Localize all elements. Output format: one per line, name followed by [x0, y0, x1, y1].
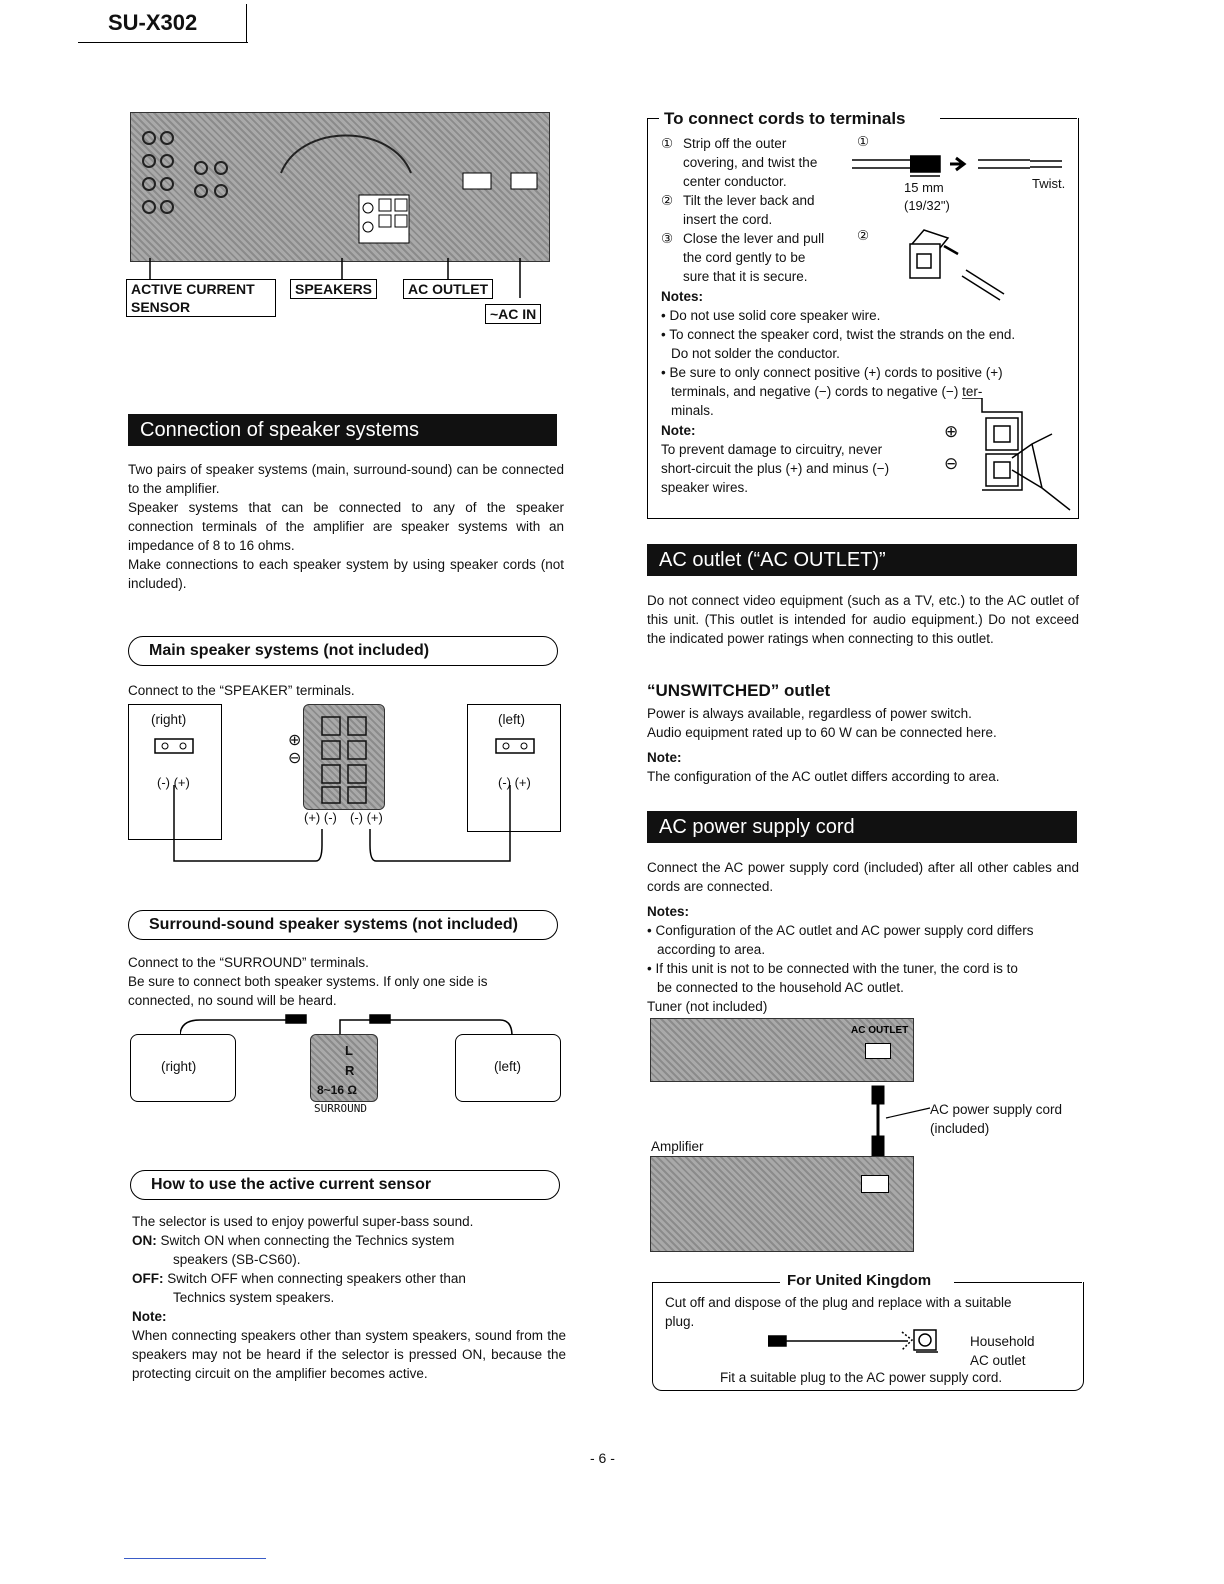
speaker-terminal-icon: [494, 737, 538, 767]
note-item: Do not solder the conductor.: [671, 346, 840, 361]
polarity-label: (-) (+): [350, 810, 383, 825]
tuner-outlet-label: AC OUTLET: [851, 1025, 909, 1036]
cords-heading: To connect cords to terminals: [661, 109, 909, 129]
connection-body: [128, 460, 564, 593]
amplifier-unit-image: [650, 1156, 914, 1252]
uk-household-line: Household: [970, 1334, 1035, 1349]
speaker-terminal-icon: [153, 737, 197, 767]
unswitched-line: Audio equipment rated up to 60 W can be connected here.: [647, 725, 997, 740]
sensor-note-text: When connecting speakers other than system speakers, sound from the speakers may not be heard if the selector is pressed ON, because the protecting circuit on the amplifier becomes active.: [132, 1328, 566, 1381]
polarity-label: (+) (-): [304, 810, 337, 825]
step-number: ②: [661, 193, 674, 208]
surround-r-label: R: [345, 1063, 355, 1078]
ac-in-label: ~AC IN: [485, 304, 541, 324]
connection-paragraph: Speaker systems that can be connected to any of the speaker connection terminals of the amplifier are speaker systems with an impedance of 8 to 16 ohms.: [128, 500, 564, 553]
uk-heading: For United Kingdom: [784, 1272, 934, 1289]
sensor-off-label: OFF:: [132, 1271, 164, 1286]
uk-household-label: [970, 1332, 1035, 1370]
page-number: - 6 -: [590, 1450, 615, 1466]
unswitched-text: [647, 704, 1079, 786]
plus-icon: ⊕: [944, 422, 959, 441]
power-cord-drawing: [862, 1082, 932, 1162]
active-current-sensor-label-line1: ACTIVE CURRENT: [131, 281, 255, 297]
step-text: the cord gently to be: [683, 250, 806, 265]
polarity-label: (-) (+): [498, 775, 531, 790]
speaker-label: (right): [151, 712, 187, 727]
amplifier-label: Amplifier: [651, 1139, 704, 1154]
surround-terminal: [310, 1034, 378, 1102]
tuner-unit-image: [650, 1018, 914, 1082]
cords-note: [661, 421, 951, 497]
note-item: • Configuration of the AC outlet and AC power supply cord differs: [647, 923, 1034, 938]
note-item: terminals, and negative (−) cords to negative (−) ter-: [671, 384, 983, 399]
notes-label: Notes:: [661, 289, 704, 304]
unswitched-heading: “UNSWITCHED” outlet: [647, 681, 831, 700]
sensor-off-text: Switch OFF when connecting speakers other than: [167, 1271, 466, 1286]
speaker-label: (left): [494, 1059, 521, 1074]
step-text: Close the lever and pull: [683, 231, 825, 246]
model-number: SU-X302: [108, 10, 198, 35]
step-text: Tilt the lever back and: [683, 193, 815, 208]
terminal-polarity-signs: [288, 732, 301, 768]
polarity-label: (-) (+): [157, 775, 190, 790]
note-item: minals.: [671, 403, 714, 418]
power-cord-label: [930, 1100, 1062, 1138]
twist-label: Twist.: [1032, 176, 1066, 191]
strip-length-mm: 15 mm: [904, 180, 944, 195]
note-item: • Be sure to only connect positive (+) cords to positive (+): [661, 365, 1003, 380]
header-rule: [78, 42, 248, 43]
minus-icon: ⊖: [288, 750, 302, 767]
outlet-icon: [861, 1175, 889, 1193]
surround-speaker-right: [130, 1034, 236, 1102]
uk-household-line: AC outlet: [970, 1353, 1026, 1368]
note-label: Note:: [661, 423, 696, 438]
main-speakers-instruction: Connect to the “SPEAKER” terminals.: [128, 683, 355, 698]
ac-outlet-label: AC OUTLET: [403, 279, 493, 299]
notes-label: Notes:: [647, 904, 690, 919]
power-cord-heading: AC power supply cord: [647, 811, 1077, 843]
step-text: center conductor.: [683, 174, 787, 189]
surround-label: SURROUND: [314, 1102, 367, 1115]
sensor-note-label: Note:: [132, 1309, 167, 1324]
uk-box-top-right: [954, 1282, 1082, 1283]
surround-heading: Surround-sound speaker systems (not included): [128, 910, 558, 940]
sensor-on-label: ON:: [132, 1233, 157, 1248]
cords-box-top-left: [647, 118, 659, 119]
step-number: ①: [661, 136, 674, 151]
plus-icon: ⊕: [288, 732, 302, 749]
connection-heading: Connection of speaker systems: [128, 414, 557, 446]
uk-box-top-left: [652, 1282, 780, 1283]
power-cord-text: Connect the AC power supply cord (included) after all other cables and cords are connected.: [647, 860, 1079, 894]
surround-body: [128, 953, 548, 1010]
short-circuit-warning-icon: [962, 398, 1074, 514]
speaker-label: (left): [498, 712, 525, 727]
step-text: covering, and twist the: [683, 155, 818, 170]
note-text: speaker wires.: [661, 480, 749, 495]
step-text: Strip off the outer: [683, 136, 787, 151]
active-current-sensor-label: [126, 279, 276, 317]
rear-panel-drawing: [131, 113, 549, 261]
surround-l-label: L: [345, 1043, 353, 1058]
sensor-off-text: Technics system speakers.: [173, 1290, 335, 1305]
step-text: sure that it is secure.: [683, 269, 808, 284]
note-text: To prevent damage to circuitry, never: [661, 442, 883, 457]
power-cord-notes: [647, 902, 1087, 1016]
surround-impedance: 8~16 Ω: [317, 1083, 357, 1097]
figure-number: ②: [857, 228, 870, 243]
footer-rule: [124, 1558, 266, 1559]
connection-paragraph: Make connections to each speaker system by using speaker cords (not included).: [128, 557, 564, 591]
note-item: • If this unit is not to be connected with the tuner, the cord is to: [647, 961, 1018, 976]
main-speakers-heading: Main speaker systems (not included): [128, 636, 558, 666]
minus-icon: ⊖: [944, 454, 959, 473]
step-number: ③: [661, 231, 674, 246]
note-text: The configuration of the AC outlet differs according to area.: [647, 769, 1000, 784]
sensor-intro: The selector is used to enjoy powerful super-bass sound.: [132, 1214, 474, 1229]
ac-outlet-heading: AC outlet (“AC OUTLET)”: [647, 544, 1077, 576]
step-text: insert the cord.: [683, 212, 773, 227]
figure-number: ①: [857, 134, 870, 149]
speakers-label: SPEAKERS: [290, 279, 377, 299]
note-item: • Do not use solid core speaker wire.: [661, 308, 881, 323]
speaker-label: (right): [161, 1059, 197, 1074]
note-item: be connected to the household AC outlet.: [657, 980, 904, 995]
strip-length-in: (19/32"): [904, 198, 950, 213]
active-current-sensor-label-line2: SENSOR: [131, 299, 191, 315]
rear-panel-image: [130, 112, 550, 262]
speaker-wires: [170, 785, 520, 865]
outlet-icon: [865, 1043, 891, 1059]
header-rule-vertical: [246, 4, 247, 42]
power-cord-label-line: AC power supply cord: [930, 1102, 1063, 1117]
uk-text-line: plug.: [665, 1314, 695, 1329]
uk-text-line: Cut off and dispose of the plug and replace with a suitable: [665, 1295, 1012, 1310]
sensor-body: [132, 1212, 566, 1383]
cords-box-top-right: [940, 118, 1077, 119]
note-item: • To connect the speaker cord, twist the strands on the end.: [661, 327, 1016, 342]
sensor-on-text: speakers (SB-CS60).: [173, 1252, 301, 1267]
unswitched-line: Power is always available, regardless of power switch.: [647, 706, 972, 721]
surround-paragraph: Be sure to connect both speaker systems. If only one side is connected, no sound will be heard.: [128, 974, 488, 1008]
uk-text: [665, 1293, 1075, 1331]
note-text: short-circuit the plus (+) and minus (−): [661, 461, 890, 476]
surround-speaker-left: [455, 1034, 561, 1102]
uk-fit-text: Fit a suitable plug to the AC power supply cord.: [720, 1370, 1003, 1385]
sensor-heading: How to use the active current sensor: [130, 1170, 560, 1200]
tuner-label: Tuner (not included): [647, 999, 768, 1014]
note-label: Note:: [647, 750, 682, 765]
surround-paragraph: Connect to the “SURROUND” terminals.: [128, 955, 369, 970]
cords-steps: [661, 134, 861, 286]
ac-outlet-text: Do not connect video equipment (such as a TV, etc.) to the AC outlet of this unit. (This outlet is intended for audio equipment.) Do not exceed the indicated power ratings when connecting to this outlet.: [647, 593, 1079, 646]
uk-plug-drawing: [768, 1328, 968, 1368]
power-cord-label-line: (included): [930, 1121, 990, 1136]
sensor-on-text: Switch ON when connecting the Technics system: [160, 1233, 455, 1248]
connection-paragraph: Two pairs of speaker systems (main, surround-sound) can be connected to the amplifier.: [128, 462, 564, 496]
note-item: according to area.: [657, 942, 766, 957]
